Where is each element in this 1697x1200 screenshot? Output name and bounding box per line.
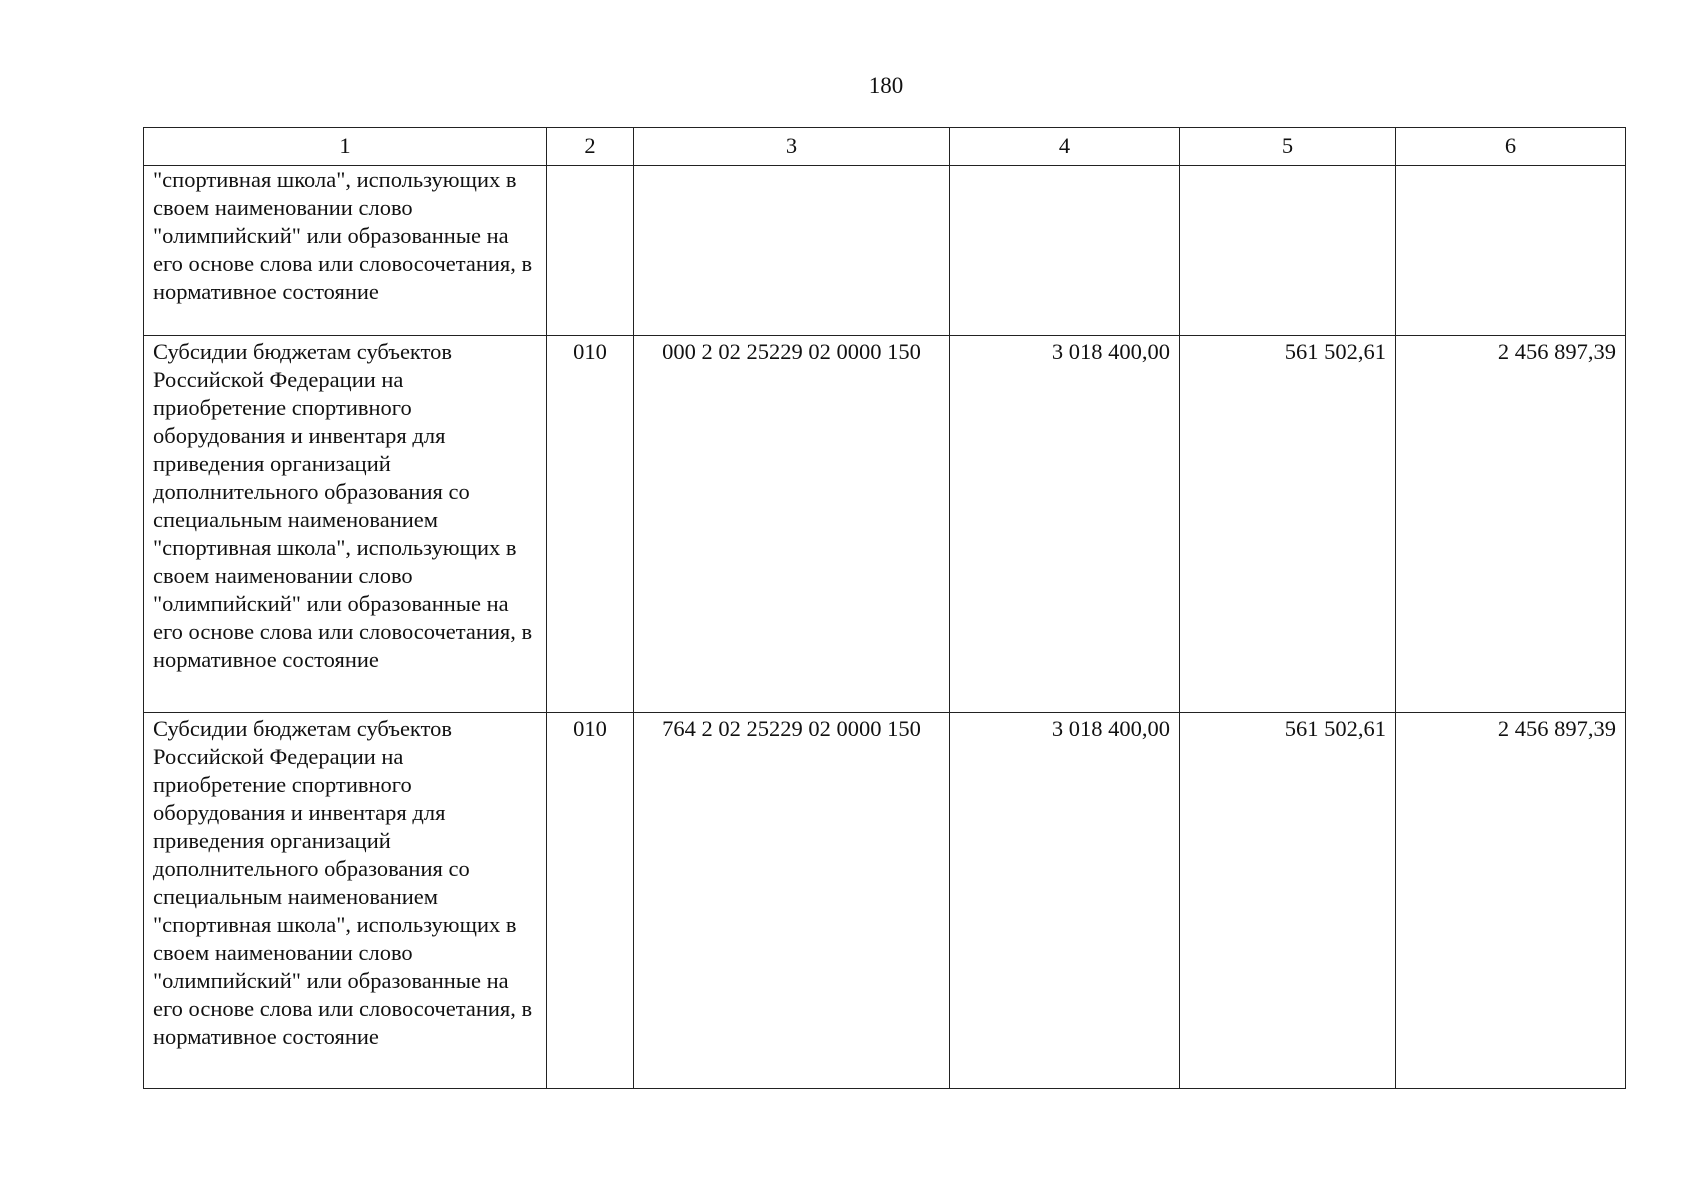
row-executed: 561 502,61 (1180, 713, 1396, 1089)
row-line-code: 010 (547, 336, 634, 713)
row-unexecuted: 2 456 897,39 (1396, 713, 1626, 1089)
header-col-5: 5 (1180, 128, 1396, 166)
report-table (143, 127, 1626, 1089)
header-col-6: 6 (1396, 128, 1626, 166)
header-col-2: 2 (547, 128, 634, 166)
table-row (144, 713, 1626, 1089)
table-header (144, 128, 1626, 166)
row-line-code (547, 166, 634, 336)
row-budget-code (634, 166, 950, 336)
header-col-4: 4 (950, 128, 1180, 166)
row-unexecuted (1396, 166, 1626, 336)
row-approved: 3 018 400,00 (950, 336, 1180, 713)
row-approved (950, 166, 1180, 336)
row-approved: 3 018 400,00 (950, 713, 1180, 1089)
page-number: 180 (868, 73, 904, 98)
row-budget-code: 000 2 02 25229 02 0000 150 (634, 336, 950, 713)
row-name: "спортивная школа", использующих в своем наименовании слово "олимпийский" или образованные на его основе слова или словосочетания, в нормативное состояние (144, 166, 547, 336)
row-budget-code: 764 2 02 25229 02 0000 150 (634, 713, 950, 1089)
row-executed (1180, 166, 1396, 336)
row-unexecuted: 2 456 897,39 (1396, 336, 1626, 713)
header-row (144, 128, 1626, 166)
row-name: Субсидии бюджетам субъектов Российской Федерации на приобретение спортивного оборудования и инвентаря для приведения организаций дополнительного образования со специальным наименованием "спортивная школа", использующих в своем наименовании слово "олимпийский" или образованные на его основе слова или словосочетания, в нормативное состояние (144, 713, 547, 1089)
table-row (144, 166, 1626, 336)
row-executed: 561 502,61 (1180, 336, 1396, 713)
table-row (144, 336, 1626, 713)
row-line-code: 010 (547, 713, 634, 1089)
header-col-1: 1 (144, 128, 547, 166)
table-body (144, 166, 1626, 1089)
header-col-3: 3 (634, 128, 950, 166)
row-name: Субсидии бюджетам субъектов Российской Федерации на приобретение спортивного оборудования и инвентаря для приведения организаций дополнительного образования со специальным наименованием "спортивная школа", использующих в своем наименовании слово "олимпийский" или образованные на его основе слова или словосочетания, в нормативное состояние (144, 336, 547, 713)
